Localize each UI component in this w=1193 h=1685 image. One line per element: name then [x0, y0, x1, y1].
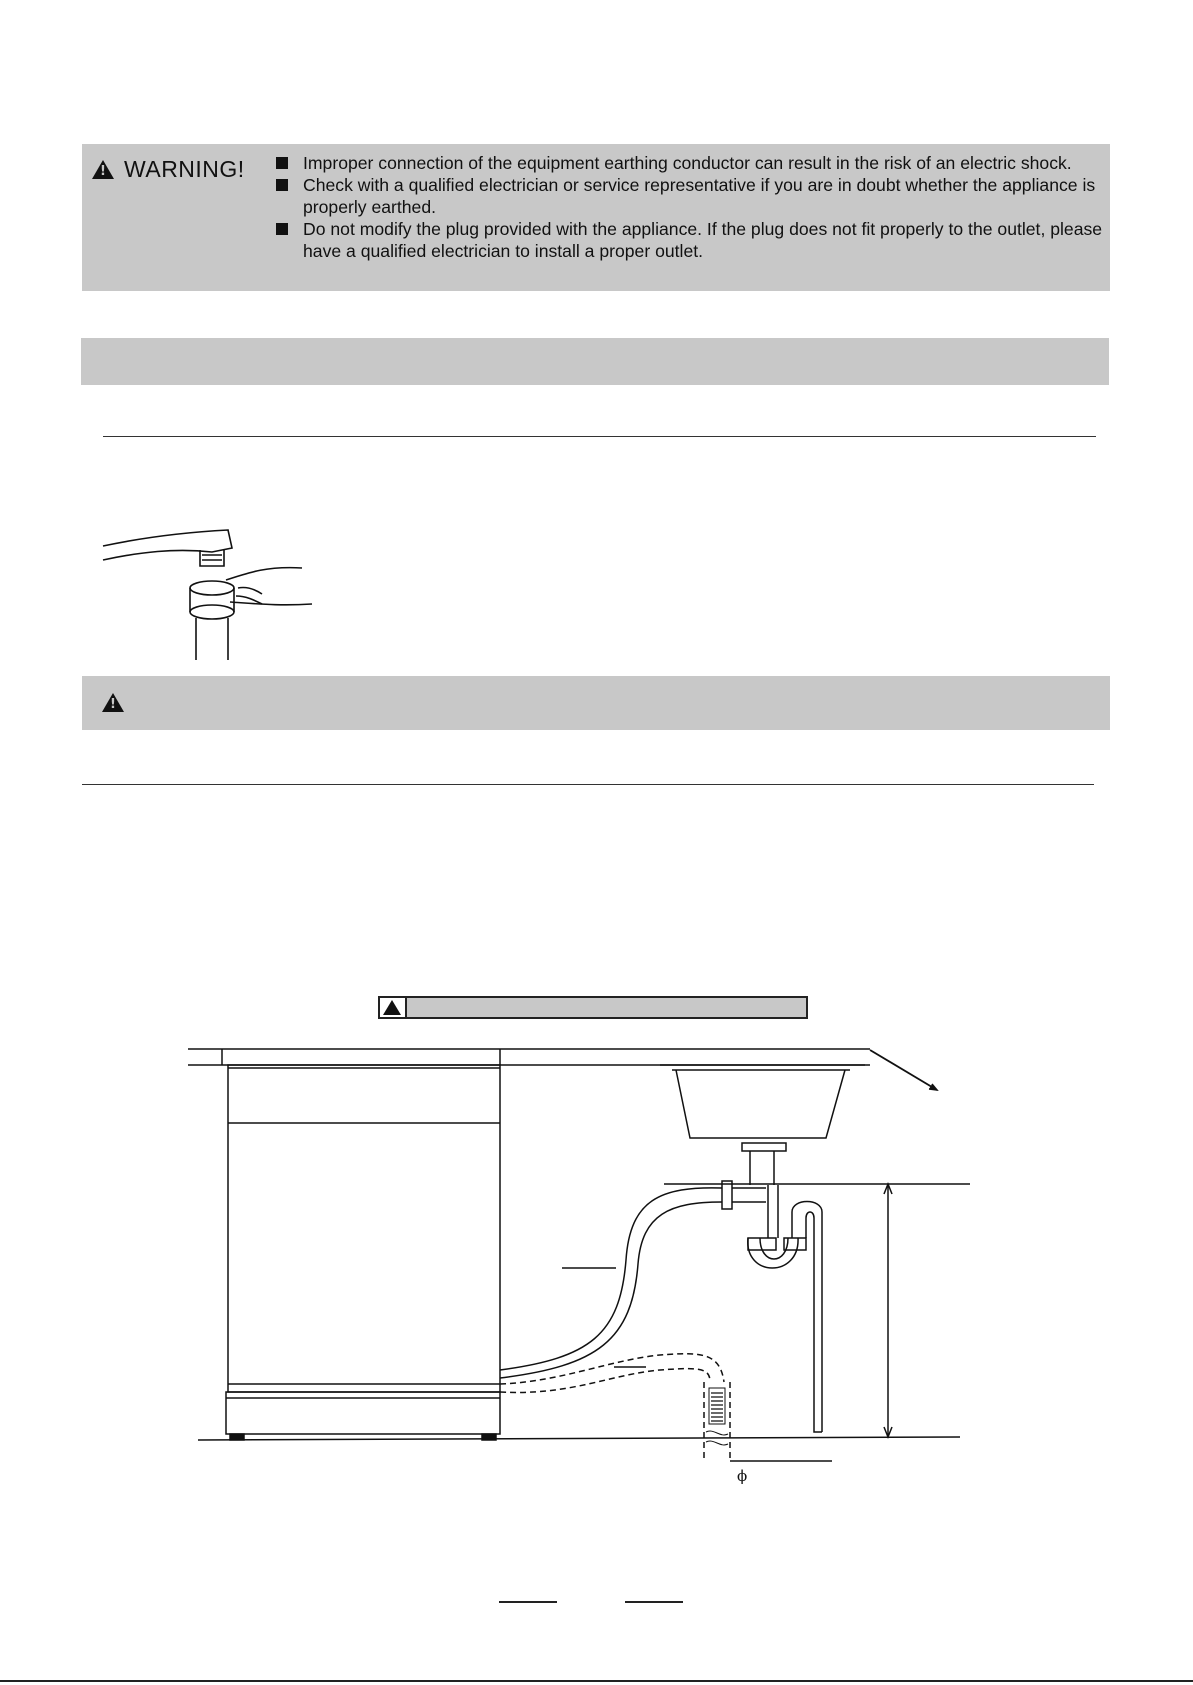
warning-icon-cell [380, 998, 407, 1017]
caution-band [82, 676, 1110, 730]
warning-item: Improper connection of the equipment earthing conductor can result in the risk of an electric shock. [276, 152, 1106, 174]
footer-underline [625, 1601, 683, 1603]
footer-underline [499, 1601, 557, 1603]
section-heading-band [81, 338, 1109, 385]
diameter-symbol: ϕ [737, 1467, 748, 1485]
warning-list [276, 152, 1106, 262]
section-divider [82, 784, 1094, 785]
warning-triangle-icon [92, 160, 114, 179]
diagram-warning-label [378, 996, 808, 1019]
tap-hose-illustration [103, 530, 312, 660]
warning-heading [92, 156, 245, 183]
warning-item: Check with a qualified electrician or service representative if you are in doubt whether the appliance is properly earthed. [276, 174, 1106, 218]
warning-title: WARNING! [124, 156, 245, 182]
section-divider [103, 436, 1096, 437]
warning-triangle-icon [383, 1000, 401, 1015]
warning-triangle-icon [102, 693, 124, 712]
drain-hose-diagram [188, 1049, 970, 1462]
warning-item: Do not modify the plug provided with the appliance. If the plug does not fit properly to the outlet, please have a qualified electrician to install a proper outlet. [276, 218, 1106, 262]
page-bottom-rule [0, 1680, 1193, 1682]
warning-box [82, 144, 1110, 291]
